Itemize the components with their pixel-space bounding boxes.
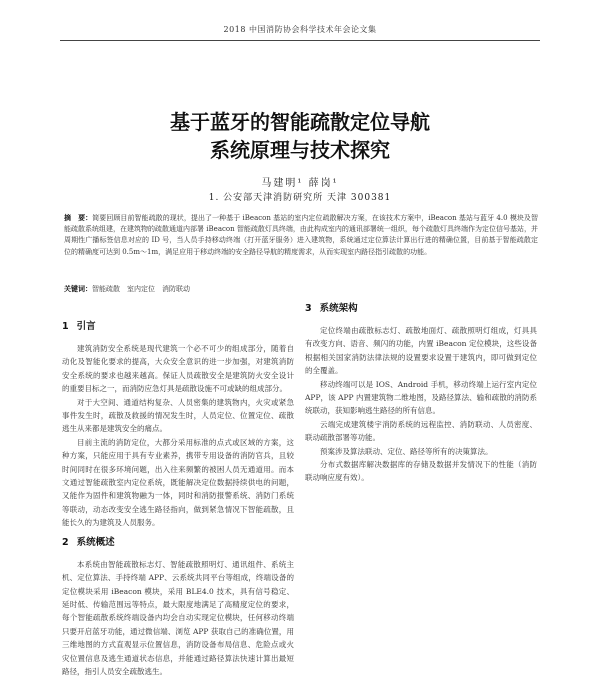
affiliation: 1. 公安部天津消防研究所 天津 300381	[208, 193, 392, 203]
abstract-label: 摘 要：	[64, 213, 93, 222]
abstract-text: 简要回顾目前智能疏散的现状，提出了一种基于 iBeacon 基站的室内定位疏散解决方案，在该技术方案中，iBeacon 基站与蓝牙 4.0 模块及智能疏散系统组建，在建筑物的疏散通道内部署 iBeacon 智能疏散灯具终端，由此构成室内的通讯部署统一组织，每个疏散灯具终端作为定位信号基站，并周期性广播标签信息对应的 ID 号，当人员手持移动终端（打开蓝牙服务）进入建筑物，系统通过定位算法计算出行进的精确位置，目前基于智能疏散定位的精确度可达到 0.5m～1m，满足应用于移动终端的安全路径导航的精度需求，从而实现室内路径指引疏散的功能。	[64, 214, 538, 256]
title-line-1: 基于蓝牙的智能疏散定位导航	[170, 110, 430, 134]
section-title: 引言	[76, 321, 96, 332]
paragraph: 本系统由智能疏散标志灯、智能疏散照明灯、通讯组件、系统主机、定位算法、手持终端 APP、云系统共同平台等组成，终端设备的定位模块采用 iBeacon 模块，采用 BLE4.0 技术，具有信号稳定、延时低、传输范围远等特点，最大限度地满足了高精度定位的要求，每个智能疏散系统终端设备内均会自动实现定位模块，任何移动终端只要开启蓝牙功能，通过微信端、浏览 APP 获取自己的准确位置，用三维地图的方式直观显示位置信息，消防设备布局信息、危险点或火灾位置信息及逃生通道状态信息，并能通过路径算法快速计算出最短路径，指引人员安全疏散逃生。	[62, 559, 294, 676]
section-title: 系统架构	[319, 303, 358, 314]
section-heading-architecture	[305, 302, 537, 316]
paragraph: 预案涉及算法联动、定位、路径等所有的决策算法。	[320, 446, 493, 456]
section-number: 3	[305, 303, 312, 314]
abstract	[64, 212, 538, 258]
section-number: 2	[62, 536, 69, 548]
left-column	[62, 314, 294, 678]
running-header: 2018 中国消防协会科学技术年会论文集	[223, 25, 377, 34]
section-number: 1	[62, 321, 69, 332]
paragraph: 云端完成建筑楼宇消防系统的远程监控、消防联动、人员密度、联动疏散部署等功能。	[305, 419, 537, 443]
keywords	[64, 283, 538, 295]
paragraph: 移动终端可以是 IOS、Android 手机，移动终端上运行室内定位 APP，该 APP 内置建筑物二维地图，及路径算法、输和疏散的消防系统联动，获知影响逃生路径的所有信息。	[305, 379, 537, 416]
authors: 马建明¹ 薛岗¹	[261, 178, 339, 189]
paper-title	[0, 108, 600, 164]
header-rule	[60, 40, 540, 41]
paragraph: 对于大空间、通道结构复杂、人员密集的建筑物内，火灾或紧急事件发生时，疏散及救援的情况发生时，人员定位、位置定位、疏散逃生从来都是建筑安全的痛点。	[62, 397, 294, 434]
paragraph: 建筑消防安全系统是现代建筑一个必不可少的组成部分，随着自动化及智能化要求的提高，大众安全意识的进一步加强，对建筑消防安全系统的要求也越来越高。保证人员疏散安全是建筑防火安全设计的重要目标之一，而消防应急灯具是疏散设施不可或缺的组成部分。	[62, 344, 294, 394]
section-heading-overview	[62, 536, 294, 550]
keywords-text: 智能疏散 室内定位 消防联动	[92, 285, 190, 293]
right-column	[305, 296, 537, 485]
section-heading-introduction	[62, 320, 294, 334]
section-title: 系统概述	[76, 536, 115, 548]
keywords-label: 关键词：	[64, 284, 92, 293]
paragraph: 分布式数据库解决数据库的存储及数据并发情况下的性能（消防联动响应度有效）。	[305, 460, 537, 483]
paragraph: 定位终端由疏散标志灯、疏散地面灯、疏散照明灯组成，灯具具有改变方向、语音、频闪的功能，内置 iBeacon 定位模块，这些设备根据相关国家消防法律法规的设置要求设置于建筑内，即可做到定位的全覆盖。	[305, 326, 537, 376]
title-line-2: 系统原理与技术探究	[210, 138, 390, 162]
paragraph: 目前主流的消防定位，大都分采用标准的点式或区域的方案，这种方案，只能应用于具有专业素养，携带专用设备的消防官兵，且较时间同时在很多环境问题，出入往来频繁的被困人员无通道用。而本文通过智能疏散室内定位系统，既能解决定位数据持续供电的问题，又能作为固件和建筑物融为一体，同时和消防报警系统、消防门系统等联动，动态改变安全逃生路径指向，做到紧急情况下智能疏散，且能长久的为建筑及人员服务。	[62, 437, 294, 528]
